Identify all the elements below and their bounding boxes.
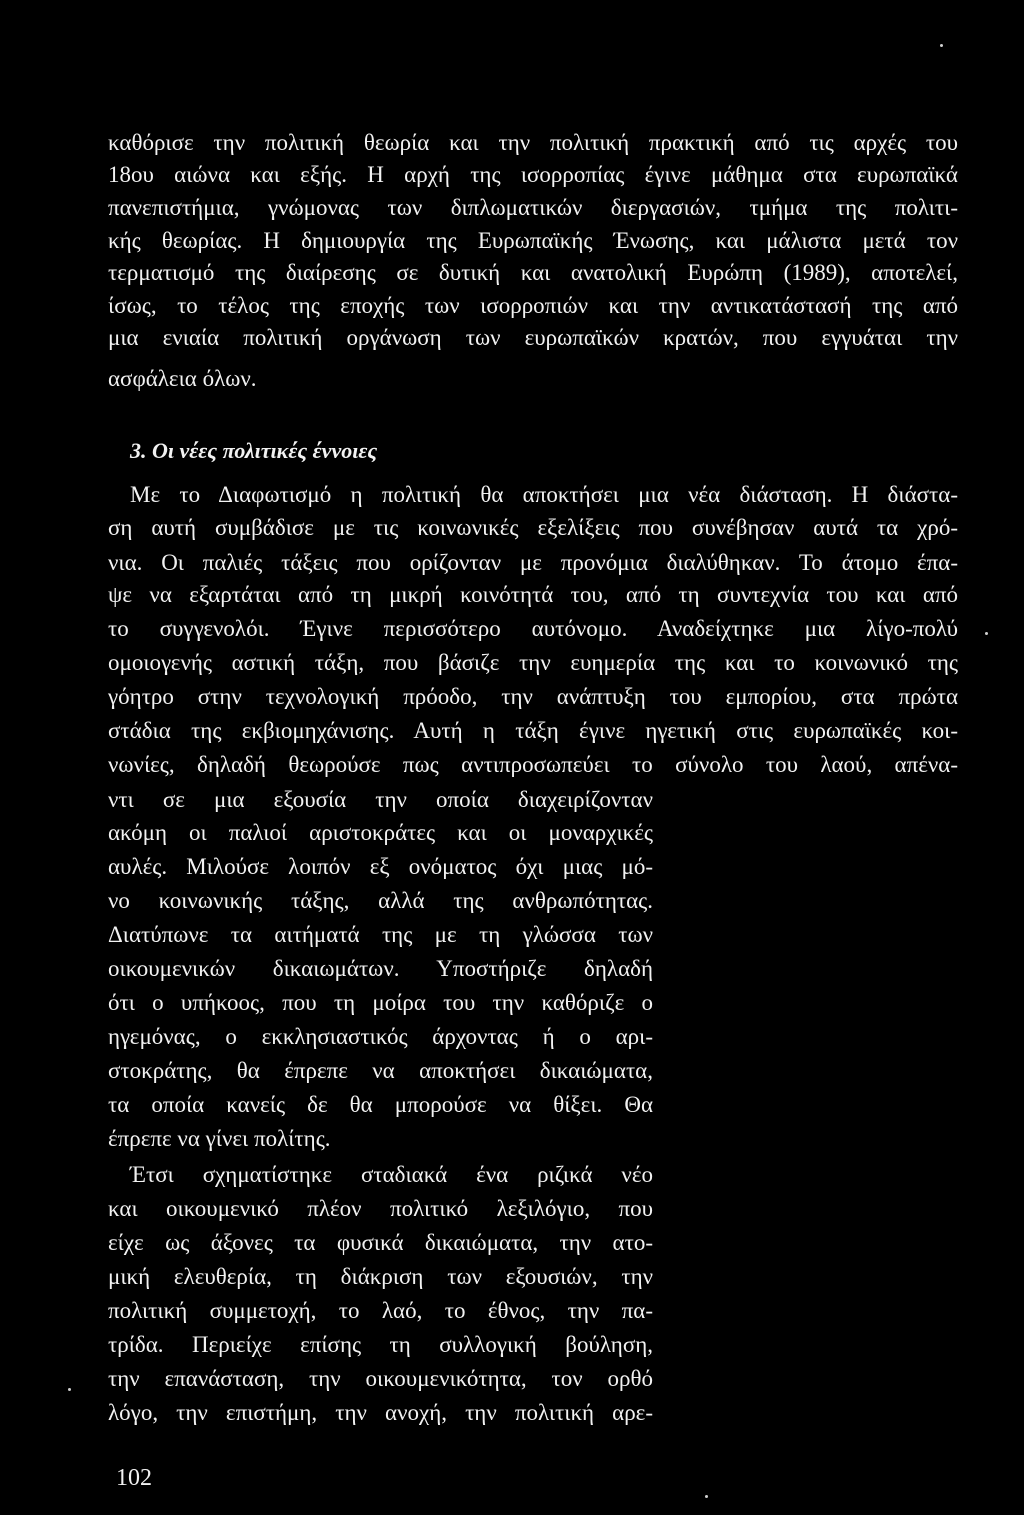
text-line: λόγο, την επιστήμη, την ανοχή, την πολιτική αρε- <box>108 1400 653 1425</box>
scan-speck <box>68 1388 71 1391</box>
text-line: 18ου αιώνα και εξής. Η αρχή της ισορροπίας έγινε μάθημα στα ευρωπαϊκά <box>108 162 958 187</box>
text-line: γόητρο στην τεχνολογική πρόοδο, την ανάπτυξη του εμπορίου, στα πρώτα <box>108 684 958 709</box>
text-line: καθόρισε την πολιτική θεωρία και την πολιτική πρακτική από τις αρχές του <box>108 130 958 155</box>
text-line: ακόμη οι παλιοί αριστοκράτες και οι μοναρχικές <box>108 820 653 845</box>
text-line: και οικουμενικό πλέον πολιτικό λεξιλόγιο, που <box>108 1196 653 1221</box>
text-line: Έτσι σχηματίστηκε σταδιακά ένα ριζικά νέο <box>130 1162 653 1187</box>
text-line: το συγγενολόι. Έγινε περισσότερο αυτόνομο. Αναδείχτηκε μια λίγο-πολύ <box>108 616 958 641</box>
scan-speck <box>985 632 988 635</box>
text-line: Με το Διαφωτισμό η πολιτική θα αποκτήσει μια νέα διάσταση. Η διάστα- <box>130 482 958 507</box>
section-heading: 3. Οι νέες πολιτικές έννοιες <box>130 438 378 463</box>
text-line: στοκράτης, θα έπρεπε να αποκτήσει δικαιώματα, <box>108 1058 653 1083</box>
text-line: ομοιογενής αστική τάξη, που βάσιζε την ευημερία της και το κοινωνικό της <box>108 650 958 675</box>
text-line: νο κοινωνικής τάξης, αλλά της ανθρωπότητας. <box>108 888 653 913</box>
text-line: την επανάσταση, την οικουμενικότητα, τον ορθό <box>108 1366 653 1391</box>
text-line: πολιτική συμμετοχή, το λαό, το έθνος, την πα- <box>108 1298 653 1323</box>
text-line: ψε να εξαρτάται από τη μικρή κοινότητά του, από τη συντεχνία του και από <box>108 582 958 607</box>
text-line: ντι σε μια εξουσία την οποία διαχειρίζονταν <box>108 787 653 812</box>
text-line: είχε ως άξονες τα φυσικά δικαιώματα, την ατο- <box>108 1230 653 1255</box>
text-line: έπρεπε να γίνει πολίτης. <box>108 1126 331 1151</box>
text-line: ασφάλεια όλων. <box>108 366 257 391</box>
text-line: ση αυτή συμβάδισε με τις κοινωνικές εξελίξεις που συνέβησαν αυτά τα χρό- <box>108 515 958 540</box>
scan-speck <box>940 44 943 47</box>
text-line: τρίδα. Περιείχε επίσης τη συλλογική βούληση, <box>108 1332 653 1357</box>
text-line: αυλές. Μιλούσε λοιπόν εξ ονόματος όχι μιας μό- <box>108 854 653 879</box>
text-line: νωνίες, δηλαδή θεωρούσε πως αντιπροσωπεύει το σύνολο του λαού, απένα- <box>108 752 958 777</box>
text-line: νια. Οι παλιές τάξεις που ορίζονταν με προνόμια διαλύθηκαν. Το άτομο έπα- <box>108 550 958 575</box>
text-line: Διατύπωνε τα αιτήματά της με τη γλώσσα των <box>108 922 653 947</box>
scan-speck <box>705 1495 708 1498</box>
text-line: ηγεμόνας, ο εκκλησιαστικός άρχοντας ή ο αρι- <box>108 1024 653 1049</box>
text-line: ότι ο υπήκοος, που τη μοίρα του την καθόριζε ο <box>108 990 653 1015</box>
page-number: 102 <box>116 1465 152 1491</box>
text-line: μική ελευθερία, τη διάκριση των εξουσιών, την <box>108 1264 653 1289</box>
text-line: κής θεωρίας. Η δημιουργία της Ευρωπαϊκής Ένωσης, και μάλιστα μετά τον <box>108 228 958 253</box>
text-line: ίσως, το τέλος της εποχής των ισορροπιών και την αντικατάστασή της από <box>108 293 958 318</box>
text-line: τα οποία κανείς δε θα μπορούσε να θίξει. Θα <box>108 1092 653 1117</box>
text-line: οικουμενικών δικαιωμάτων. Υποστήριζε δηλαδή <box>108 956 653 981</box>
text-line: μια ενιαία πολιτική οργάνωση των ευρωπαϊκών κρατών, που εγγυάται την <box>108 325 958 350</box>
text-line: τερματισμό της διαίρεσης σε δυτική και ανατολική Ευρώπη (1989), αποτελεί, <box>108 260 958 285</box>
text-line: στάδια της εκβιομηχάνισης. Αυτή η τάξη έγινε ηγετική στις ευρωπαϊκές κοι- <box>108 718 958 743</box>
text-line: πανεπιστήμια, γνώμονας των διπλωματικών διεργασιών, τμήμα της πολιτι- <box>108 195 958 220</box>
